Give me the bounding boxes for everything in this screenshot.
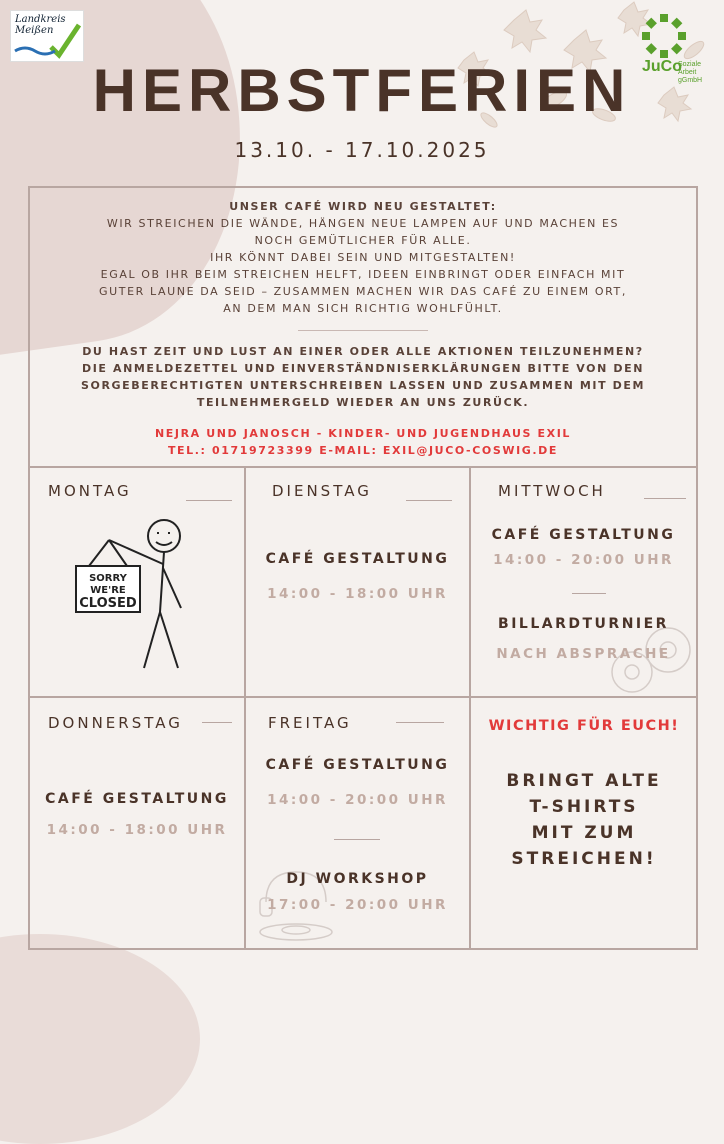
divider xyxy=(28,696,698,698)
contact-names: NEJRA UND JANOSCH - KINDER- UND JUGENDHAUS EXIL xyxy=(154,427,571,440)
divider xyxy=(28,466,698,468)
contact-details: TEL.: 01719723399 E-MAIL: EXIL@JUCO-COSWIG.DE xyxy=(167,444,559,457)
divider xyxy=(406,500,452,501)
divider xyxy=(298,330,428,331)
date-range: 13.10. - 17.10.2025 xyxy=(234,138,490,162)
day-label-mittwoch: MITTWOCH xyxy=(498,482,606,500)
activity-time: 14:00 - 18:00 UHR xyxy=(267,586,448,602)
landkreis-meissen-logo: Landkreis Meißen xyxy=(10,10,84,62)
divider xyxy=(202,722,232,723)
activity-title: BILLARDTURNIER xyxy=(498,616,669,632)
activity-time: 17:00 - 20:00 UHR xyxy=(267,897,448,913)
activity-title: CAFÉ GESTALTUNG xyxy=(45,791,229,807)
divider xyxy=(334,839,380,840)
activity-time: 14:00 - 18:00 UHR xyxy=(46,822,228,838)
activity-time: 14:00 - 20:00 UHR xyxy=(267,792,448,808)
activity-title: CAFÉ GESTALTUNG xyxy=(265,551,450,567)
activity-title: CAFÉ GESTALTUNG xyxy=(265,757,450,773)
activity-title: DJ WORKSHOP xyxy=(286,871,429,887)
decorative-blob xyxy=(0,934,200,1144)
closed-sign-illustration xyxy=(72,512,192,672)
divider xyxy=(572,593,606,594)
notice-text: BRINGT ALTE T-SHIRTS MIT ZUM STREICHEN! xyxy=(506,771,662,869)
page-title: HERBSTFERIEN xyxy=(92,57,632,124)
divider xyxy=(396,722,444,723)
day-label-donnerstag: DONNERSTAG xyxy=(48,714,183,732)
divider xyxy=(186,500,232,501)
day-label-dienstag: DIENSTAG xyxy=(272,482,372,500)
activity-title: CAFÉ GESTALTUNG xyxy=(491,527,676,543)
notice-heading: WICHTIG FÜR EUCH! xyxy=(488,718,680,734)
sign-text: SORRY xyxy=(89,573,127,584)
day-label-montag: MONTAG xyxy=(48,482,132,500)
divider xyxy=(644,498,686,499)
day-label-freitag: FREITAG xyxy=(268,714,352,732)
activity-time: NACH ABSPRACHE xyxy=(496,646,671,662)
info-heading: UNSER CAFÉ WIRD NEU GESTALTET: xyxy=(229,200,497,213)
juco-logo: JuCo Soziale Arbeit gGmbH xyxy=(640,12,710,88)
info-box: UNSER CAFÉ WIRD NEU GESTALTET: WIR STREICHEN DIE WÄNDE, HÄNGEN NEUE LAMPEN AUF UND MACHEN ES NOCH GEMÜTLICHER FÜR ALLE. IHR KÖNNT DABEI SEIN UND MITGESTALTEN! EGAL OB IHR BEIM STREICHEN HELFT, IDEEN EINBRINGT ODER EINFACH MIT GUTER LAUNE DA SEID – ZUSAMMEN MACHEN WIR DAS CAFÉ ZU EINEM ORT, AN DEM MAN SICH RICHTIG WOHLFÜHLT. DU HAST ZEIT UND LUST AN EINER ODER ALLE AKTIONEN TEILZUNEHMEN? DIE ANMELDEZETTEL UND EINVERSTÄNDNISERKLÄRUNGEN BITTE VON DEN SORGEBERECHTIGTEN UNTERSCHREIBEN LASSEN UND ZUSAMMEN MIT DEM TEILNEHMERGELD WIEDER AN UNS ZURÜCK. NEJRA UND JANOSCH - KINDER- UND JUGENDHAUS EXIL TEL.: 01719723399 E-MAIL: EXIL@JUCO-COSWIG.DE xyxy=(30,188,696,466)
sign-text: WE'RE xyxy=(90,585,126,596)
sign-text: CLOSED xyxy=(79,596,137,611)
activity-time: 14:00 - 20:00 UHR xyxy=(493,552,674,568)
